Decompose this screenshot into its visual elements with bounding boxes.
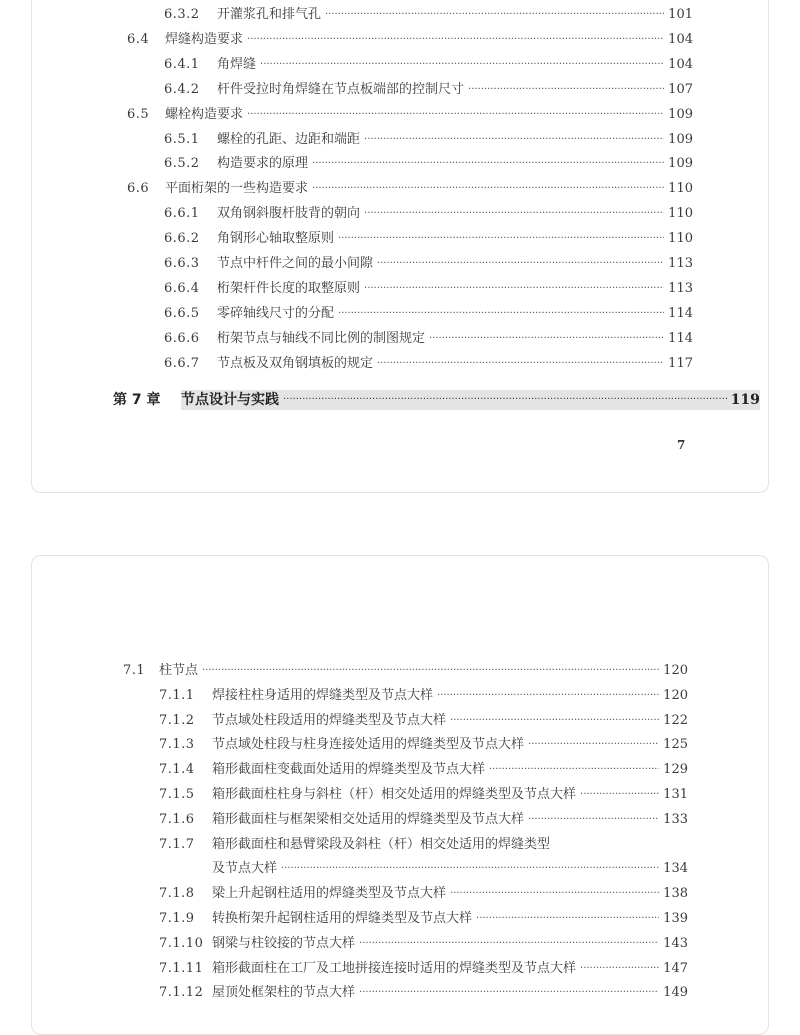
entry-number: 6.6.6 (164, 330, 200, 346)
entry-title: 梁上升起钢柱适用的焊缝类型及节点大样 (212, 886, 447, 902)
entry-title-continued: 及节点大样 (212, 861, 278, 877)
toc-entry[interactable] (164, 81, 693, 99)
entry-page-number: 125 (663, 737, 688, 753)
entry-number: 6.6.4 (164, 280, 200, 296)
entry-page-number: 149 (663, 985, 688, 1001)
entry-number: 7.1.2 (159, 712, 195, 728)
entry-number: 7.1.6 (159, 811, 195, 827)
toc-entry[interactable] (164, 6, 693, 24)
leader-dots (359, 935, 659, 953)
leader-dots (377, 255, 664, 273)
toc-section-entry[interactable] (127, 180, 693, 198)
entry-number: 6.6.5 (164, 305, 200, 321)
entry-title: 节点域处柱段适用的焊缝类型及节点大样 (212, 712, 447, 728)
toc-entry[interactable] (159, 935, 688, 953)
entry-title: 桁架杆件长度的取整原则 (217, 280, 361, 296)
entry-title: 桁架节点与轴线不同比例的制图规定 (217, 330, 426, 346)
leader-dots (468, 81, 664, 99)
entry-title: 角焊缝 (217, 56, 257, 72)
entry-number: 6.5.1 (164, 131, 200, 147)
toc-list (32, 0, 768, 492)
entry-page-number: 110 (668, 206, 693, 222)
entry-page-number: 143 (663, 935, 688, 951)
entry-title: 箱形截面柱变截面处适用的焊缝类型及节点大样 (212, 762, 486, 778)
entry-page-number: 120 (663, 687, 688, 703)
toc-entry[interactable] (164, 205, 693, 223)
entry-title: 螺栓的孔距、边距和端距 (217, 131, 361, 147)
entry-title: 箱形截面柱和悬臂梁段及斜柱（杆）相交处适用的焊缝类型 (212, 836, 551, 852)
leader-dots (281, 860, 659, 878)
entry-title: 零碎轴线尺寸的分配 (217, 305, 335, 321)
leader-dots (247, 106, 664, 124)
chapter-page-number: 119 (730, 392, 760, 408)
toc-entry[interactable] (159, 910, 688, 928)
leader-dots (338, 230, 664, 248)
toc-section-entry[interactable] (127, 31, 693, 49)
entry-title: 节点板及双角钢填板的规定 (217, 355, 374, 371)
entry-title: 平面桁架的一些构造要求 (165, 181, 309, 197)
toc-entry[interactable] (164, 131, 693, 149)
toc-entry-continued[interactable] (212, 860, 688, 878)
entry-page-number: 133 (663, 811, 688, 827)
leader-dots (580, 960, 659, 978)
leader-dots (364, 131, 664, 149)
leader-dots (450, 712, 659, 730)
chapter-title: 节点设计与实践 (181, 392, 279, 408)
chapter-number: 第 7 章 (113, 392, 161, 408)
entry-title: 焊接柱柱身适用的焊缝类型及节点大样 (212, 687, 434, 703)
entry-title: 角钢形心轴取整原则 (217, 231, 335, 247)
page-folio: 7 (677, 438, 686, 452)
entry-title: 钢梁与柱铰接的节点大样 (212, 935, 356, 951)
toc-entry[interactable] (159, 736, 688, 754)
entry-page-number: 117 (668, 355, 693, 371)
entry-title: 螺栓构造要求 (165, 106, 244, 122)
toc-section-entry[interactable] (127, 106, 693, 124)
leader-dots (476, 910, 659, 928)
toc-entry[interactable] (159, 836, 550, 854)
toc-entry[interactable] (164, 230, 693, 248)
leader-dots (437, 687, 659, 705)
entry-page-number: 131 (663, 787, 688, 802)
leader-dots (359, 984, 659, 1002)
toc-page-top (31, 0, 769, 493)
toc-entry[interactable] (159, 984, 688, 1002)
entry-number: 7.1.8 (159, 886, 195, 902)
entry-page-number: 113 (668, 280, 693, 296)
entry-number: 6.6.2 (164, 231, 200, 247)
toc-entry[interactable] (164, 155, 693, 173)
entry-number: 6.5 (127, 106, 150, 122)
entry-number: 7.1.10 (159, 935, 204, 951)
entry-number: 6.6 (127, 181, 150, 197)
toc-entry[interactable] (159, 885, 688, 903)
entry-title: 节点中杆件之间的最小间隙 (217, 256, 374, 271)
toc-entry[interactable] (164, 305, 693, 323)
entry-title: 转换桁架升起钢柱适用的焊缝类型及节点大样 (212, 911, 473, 926)
leader-dots (338, 305, 664, 323)
entry-title: 箱形截面柱柱身与斜柱（杆）相交处适用的焊缝类型及节点大样 (212, 787, 577, 802)
entry-title: 箱形截面柱与框架梁相交处适用的焊缝类型及节点大样 (212, 811, 525, 827)
toc-entry[interactable] (159, 960, 688, 978)
entry-title: 焊缝构造要求 (165, 31, 244, 47)
toc-entry[interactable] (159, 786, 688, 804)
entry-title: 屋顶处框架柱的节点大样 (212, 985, 356, 1001)
entry-page-number: 120 (663, 663, 688, 678)
leader-dots (325, 6, 664, 24)
leader-dots (260, 56, 664, 74)
entry-page-number: 129 (663, 762, 688, 778)
entry-title: 柱节点 (159, 663, 199, 678)
entry-page-number: 113 (668, 256, 693, 271)
leader-dots (377, 355, 664, 373)
entry-number: 7.1.3 (159, 737, 195, 753)
leader-dots (312, 155, 664, 173)
chapter-highlight (181, 390, 760, 410)
entry-page-number: 107 (668, 81, 693, 97)
entry-number: 7.1.7 (159, 836, 195, 852)
entry-number: 7.1.5 (159, 787, 195, 802)
entry-page-number: 101 (668, 7, 693, 22)
toc-entry[interactable] (164, 56, 693, 74)
entry-number: 7.1.11 (159, 960, 204, 976)
entry-number: 6.4.2 (164, 81, 200, 97)
leader-dots (450, 885, 659, 903)
toc-entry[interactable] (164, 280, 693, 298)
entry-title: 开灌浆孔和排气孔 (217, 7, 322, 22)
toc-entry[interactable] (159, 687, 688, 705)
entry-page-number: 147 (663, 960, 688, 976)
leader-dots (528, 811, 659, 829)
entry-page-number: 109 (668, 156, 693, 172)
entry-number: 6.6.3 (164, 256, 200, 271)
entry-number: 6.3.2 (164, 7, 200, 22)
entry-page-number: 104 (668, 56, 693, 72)
entry-number: 6.4.1 (164, 56, 200, 72)
entry-page-number: 110 (668, 231, 693, 247)
leader-dots (202, 662, 659, 680)
entry-page-number: 114 (668, 305, 693, 321)
toc-entry[interactable] (164, 255, 693, 273)
toc-entry[interactable] (159, 811, 688, 829)
entry-page-number: 104 (668, 31, 693, 47)
entry-title: 构造要求的原理 (217, 156, 309, 172)
toc-list (32, 556, 768, 1034)
toc-entry[interactable] (159, 761, 688, 779)
entry-number: 6.6.7 (164, 355, 200, 371)
entry-number: 7.1.4 (159, 762, 195, 778)
entry-title: 杆件受拉时角焊缝在节点板端部的控制尺寸 (217, 81, 465, 97)
entry-number: 7.1.12 (159, 985, 204, 1001)
toc-page-bottom (31, 555, 769, 1035)
leader-dots (283, 391, 727, 409)
entry-page-number: 122 (663, 712, 688, 728)
entry-title: 箱形截面柱在工厂及工地拼接连接时适用的焊缝类型及节点大样 (212, 960, 577, 976)
entry-number: 7.1.1 (159, 687, 195, 703)
entry-number: 6.6.1 (164, 206, 200, 222)
toc-entry[interactable] (164, 355, 693, 373)
entry-number: 6.4 (127, 31, 150, 47)
toc-section-entry[interactable] (123, 662, 688, 680)
entry-page-number: 109 (668, 106, 693, 122)
entry-number: 6.5.2 (164, 156, 200, 172)
chapter-entry[interactable] (113, 390, 760, 410)
entry-page-number: 138 (663, 886, 688, 902)
leader-dots (580, 786, 659, 804)
leader-dots (528, 736, 659, 754)
toc-entry[interactable] (159, 712, 688, 730)
leader-dots (364, 280, 664, 298)
leader-dots (429, 330, 664, 348)
entry-page-number: 110 (668, 181, 693, 197)
entry-number: 7.1 (123, 663, 146, 678)
entry-page-number: 139 (663, 911, 688, 926)
leader-dots (312, 180, 664, 198)
entry-page-number: 114 (668, 330, 693, 346)
leader-dots (247, 31, 664, 49)
entry-page-number: 109 (668, 131, 693, 147)
leader-dots (489, 761, 659, 779)
entry-title: 节点域处柱段与柱身连接处适用的焊缝类型及节点大样 (212, 737, 525, 753)
leader-dots (364, 205, 664, 223)
entry-page-number: 134 (663, 861, 688, 877)
toc-entry[interactable] (164, 330, 693, 348)
entry-title: 双角钢斜腹杆肢背的朝向 (217, 206, 361, 222)
entry-number: 7.1.9 (159, 911, 195, 926)
